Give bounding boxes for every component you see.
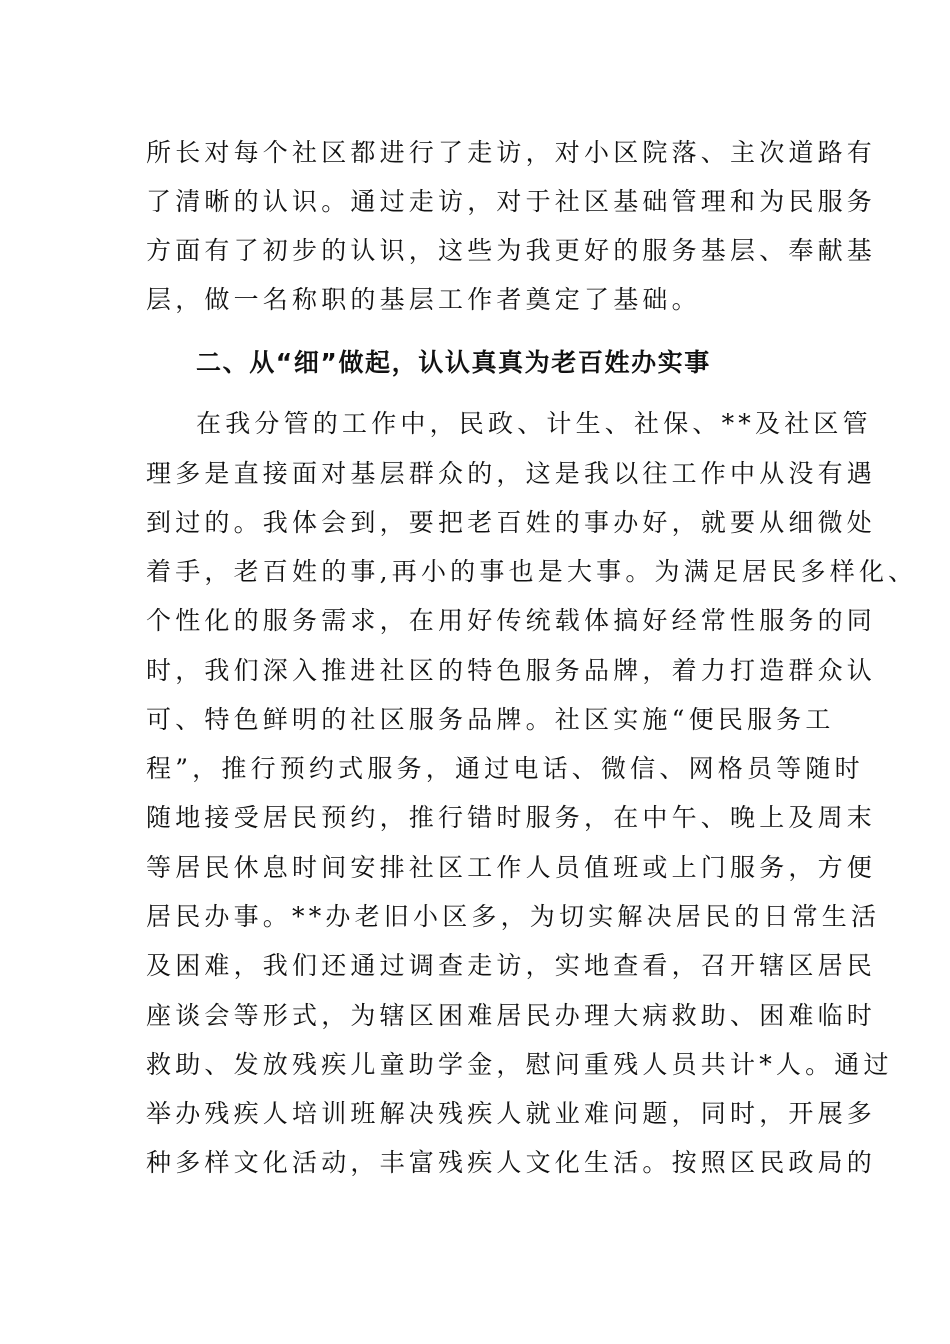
- paragraph-2-line-5: 个性化的服务需求，在用好传统载体搞好经常性服务的同: [146, 606, 877, 635]
- paragraph-2-line-14: 救助、发放残疾儿童助学金，慰问重残人员共计*人。通过: [146, 1050, 893, 1079]
- paragraph-1-line-4: 层，做一名称职的基层工作者奠定了基础。: [146, 285, 701, 314]
- paragraph-2-line-10: 等居民休息时间安排社区工作人员值班或上门服务，方便: [146, 853, 877, 882]
- paragraph-1-line-1: 所长对每个社区都进行了走访，对小区院落、主次道路有: [146, 138, 877, 167]
- paragraph-2-line-9: 随地接受居民预约，推行错时服务，在中午、晚上及周末: [146, 803, 877, 832]
- paragraph-2-line-15: 举办残疾人培训班解决残疾人就业难问题，同时，开展多: [146, 1099, 877, 1128]
- section-2-heading: 二、从“细”做起，认认真真为老百姓办实事: [196, 348, 711, 377]
- paragraph-2-line-7: 可、特色鲜明的社区服务品牌。社区实施“便民服务工: [146, 705, 835, 734]
- paragraph-2-line-8: 程”，推行预约式服务，通过电话、微信、网格员等随时: [146, 754, 864, 783]
- paragraph-2-line-16: 种多样文化活动，丰富残疾人文化生活。按照区民政局的: [146, 1148, 877, 1177]
- paragraph-2-line-2: 理多是直接面对基层群众的，这是我以往工作中从没有遇: [146, 459, 877, 488]
- paragraph-2-line-1: 在我分管的工作中，民政、计生、社保、**及社区管: [196, 409, 872, 438]
- paragraph-2-line-4: 着手，老百姓的事,再小的事也是大事。为满足居民多样化、: [146, 557, 918, 586]
- paragraph-1-line-3: 方面有了初步的认识，这些为我更好的服务基层、奉献基: [146, 236, 877, 265]
- paragraph-2-line-3: 到过的。我体会到，要把老百姓的事办好，就要从细微处: [146, 508, 877, 537]
- paragraph-2-line-11: 居民办事。**办老旧小区多，为切实解决居民的日常生活: [146, 902, 881, 931]
- paragraph-2-line-6: 时，我们深入推进社区的特色服务品牌，着力打造群众认: [146, 656, 877, 685]
- paragraph-2-line-13: 座谈会等形式，为辖区困难居民办理大病救助、困难临时: [146, 1001, 877, 1030]
- paragraph-1-line-2: 了清晰的认识。通过走访，对于社区基础管理和为民服务: [146, 187, 877, 216]
- paragraph-2-line-12: 及困难，我们还通过调查走访，实地查看，召开辖区居民: [146, 951, 877, 980]
